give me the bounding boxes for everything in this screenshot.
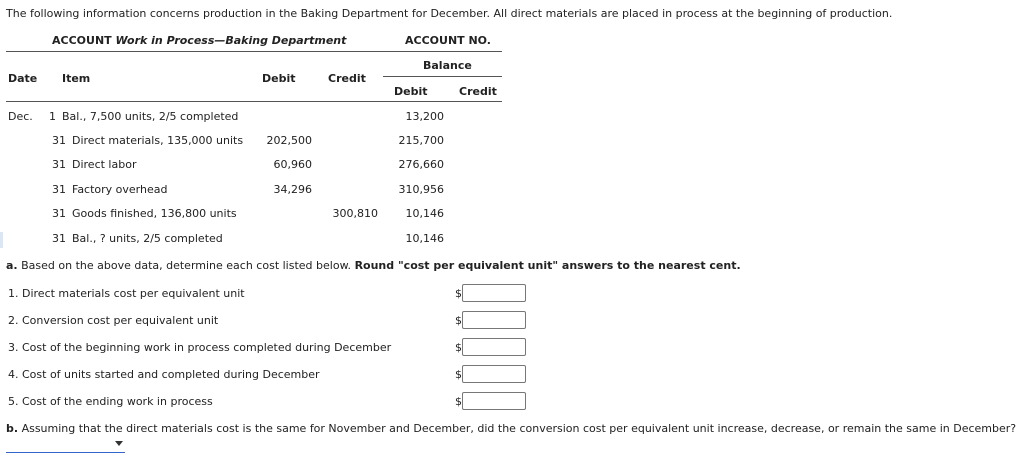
row-debit: 202,500 [266,134,312,147]
balance-header: Balance [423,59,472,72]
debit-header: Debit [262,72,296,85]
part-a-text: Based on the above data, determine each cost listed below. [21,259,352,272]
account-no-label: ACCOUNT NO. [405,34,491,47]
row-day: 31 [52,158,66,171]
currency-symbol: $ [455,287,462,300]
part-b-text: Assuming that the direct materials cost is the same for November and December, did the conversion cost per equivalent unit increase, decrease, or remain the same in December? [21,422,1017,435]
currency-symbol: $ [455,341,462,354]
balance-credit-header: Credit [459,85,497,98]
account-title [52,34,346,47]
balance-rule [383,76,502,77]
row-day: 31 [52,134,66,147]
date-header: Date [8,72,38,85]
row-balance-debit: 13,200 [405,110,444,123]
row-day: 31 [52,232,66,245]
row-balance-debit: 10,146 [405,232,444,245]
credit-header: Credit [328,72,366,85]
answer-2-input[interactable] [462,311,526,329]
part-b-answer-dropdown[interactable] [6,439,125,453]
account-label: ACCOUNT [52,34,112,47]
row-day: 31 [52,183,66,196]
row-item: Direct labor [72,158,137,171]
chevron-down-icon [115,441,123,446]
part-b-question [6,422,1016,435]
focus-marker [0,232,3,248]
row-day: 31 [52,207,66,220]
currency-symbol: $ [455,395,462,408]
question-5-label: 5. Cost of the ending work in process [8,395,213,408]
row-credit: 300,810 [332,207,378,220]
row-balance-debit: 310,956 [398,183,444,196]
row-item: Goods finished, 136,800 units [72,207,237,220]
row-debit: 60,960 [273,158,312,171]
row-item: Bal., ? units, 2/5 completed [72,232,223,245]
row-day: 1 [49,110,56,123]
currency-symbol: $ [455,314,462,327]
row-balance-debit: 10,146 [405,207,444,220]
intro-text: The following information concerns production in the Baking Department for December. All direct materials are placed in process at the beginning of production. [6,7,893,20]
question-1-label: 1. Direct materials cost per equivalent unit [8,287,245,300]
row-month: Dec. [8,110,33,123]
part-a-rounding-note: Round "cost per equivalent unit" answers to the nearest cent. [354,259,741,272]
row-item: Factory overhead [72,183,168,196]
currency-symbol: $ [455,368,462,381]
question-4-label: 4. Cost of units started and completed during December [8,368,320,381]
row-debit: 34,296 [273,183,312,196]
ledger-top-rule [6,51,502,52]
row-balance-debit: 276,660 [398,158,444,171]
row-balance-debit: 215,700 [398,134,444,147]
ledger-header-rule [6,101,502,102]
answer-3-input[interactable] [462,338,526,356]
answer-4-input[interactable] [462,365,526,383]
question-3-label: 3. Cost of the beginning work in process completed during December [8,341,392,354]
part-b-label: b. [6,422,19,435]
question-2-label: 2. Conversion cost per equivalent unit [8,314,219,327]
part-a-instructions [6,259,741,272]
balance-debit-header: Debit [394,85,428,98]
item-header: Item [62,72,91,85]
answer-5-input[interactable] [462,392,526,410]
account-name: Work in Process—Baking Department [115,34,347,47]
row-item: Bal., 7,500 units, 2/5 completed [62,110,239,123]
answer-1-input[interactable] [462,284,526,302]
row-item: Direct materials, 135,000 units [72,134,244,147]
part-a-label: a. [6,259,18,272]
